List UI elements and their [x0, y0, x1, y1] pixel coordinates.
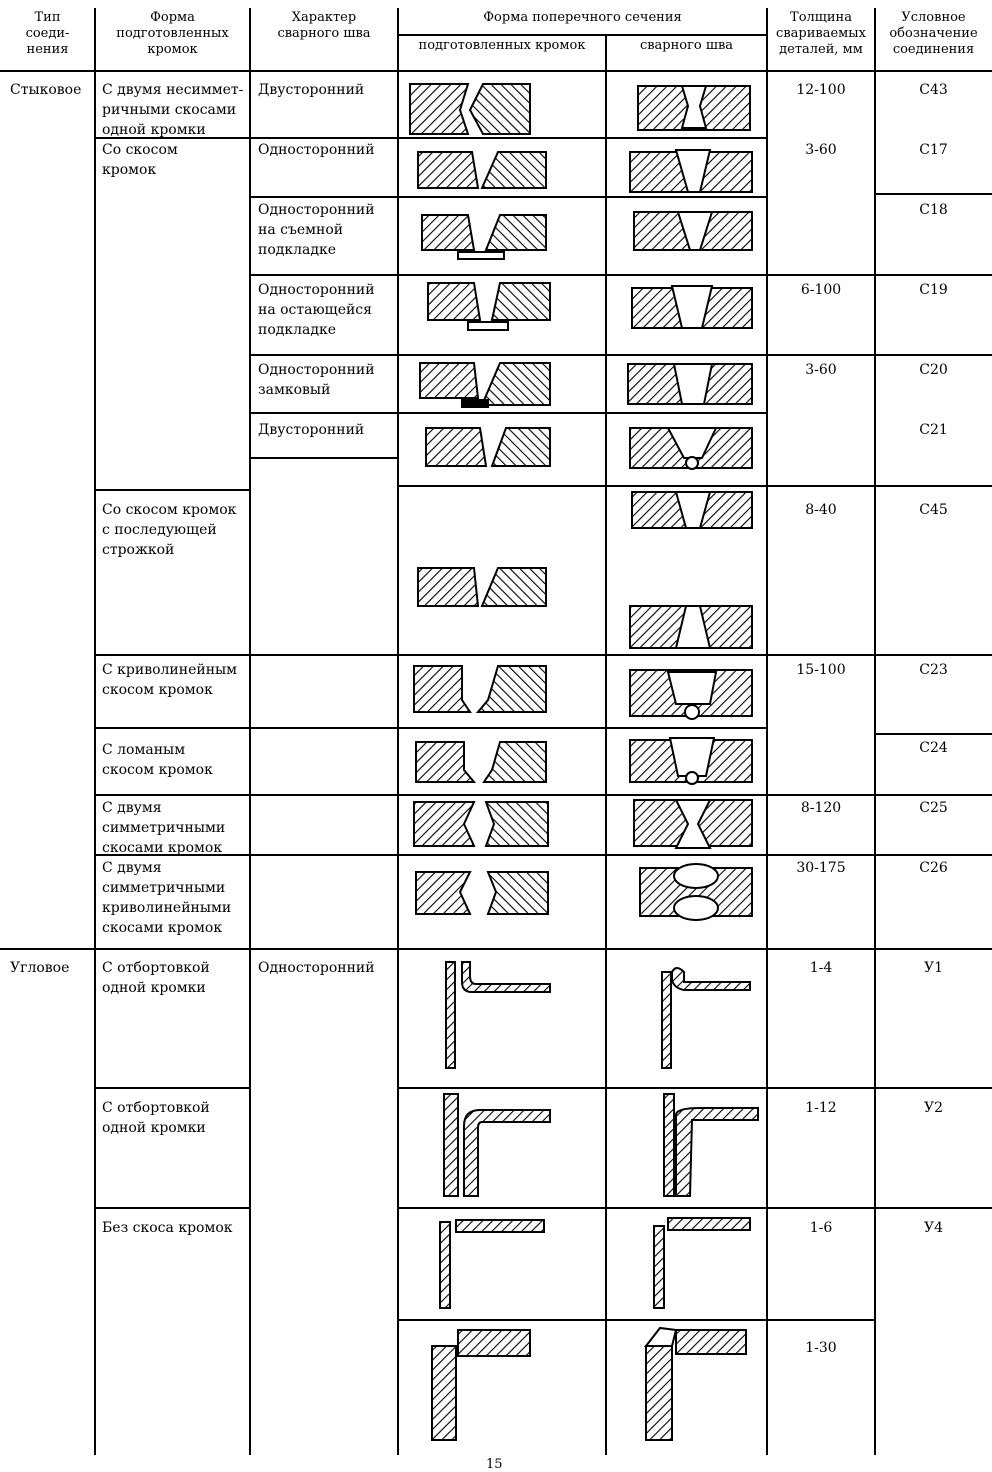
thickness-value: 1-12 [805, 1100, 837, 1116]
edge-form-item: Со скосом кромок с последующей строжкой [102, 502, 237, 558]
thickness-value: 3-60 [805, 362, 837, 378]
symbol-value: С20 [919, 362, 948, 378]
weld-nature-item: Односторонний [258, 960, 375, 976]
symbol-value: С25 [919, 800, 948, 816]
weld-nature-item: Односторонний [258, 142, 375, 158]
thickness-value: 30-175 [796, 860, 846, 876]
weld-nature-item: Односторонний замковый [258, 362, 375, 398]
header-symbol: Условное обозначение соединения [889, 10, 978, 57]
symbol-value: С18 [919, 202, 948, 218]
page-number: 15 [486, 1457, 503, 1472]
edge-form-item: С двумя симметричными криволинейными скосами кромок [102, 860, 232, 936]
edge-form-item: Со скосом кромок [102, 142, 178, 178]
header-cross-section: Форма поперечного сечения [483, 10, 682, 25]
symbol-value: С17 [919, 142, 948, 158]
thickness-value: 8-120 [800, 800, 842, 816]
header-weld-nature: Характер сварного шва [277, 10, 371, 41]
symbol-value: С24 [919, 740, 948, 756]
type-butt: Стыковое [10, 82, 82, 98]
thickness-value: 1-4 [809, 960, 833, 976]
section-c43-prepared [410, 84, 530, 134]
edge-form-item: С двумя симметричными скосами кромок [102, 800, 226, 856]
header-cs-weld: сварного шва [639, 38, 734, 53]
header-type: Тип соеди- нения [25, 10, 70, 57]
thickness-value: 8-40 [805, 502, 837, 518]
symbol-value: С21 [919, 422, 948, 438]
edge-form-item: Без скоса кромок [102, 1220, 233, 1236]
header-edge-form: Форма подготовленных кромок [116, 10, 229, 57]
header-cs-prepared: подготовленных кромок [418, 38, 586, 53]
symbol-value: С23 [919, 662, 948, 678]
edge-form-item: С отбортовкой одной кромки [102, 1100, 210, 1136]
symbol-value: У1 [923, 960, 944, 976]
symbol-value: У2 [923, 1100, 944, 1116]
thickness-value: 15-100 [796, 662, 846, 678]
weld-nature-item: Двусторонний [258, 422, 365, 438]
symbol-value: У4 [923, 1220, 944, 1236]
symbol-value: С19 [919, 282, 948, 298]
symbol-value: С45 [919, 502, 948, 518]
thickness-value: 1-30 [805, 1340, 837, 1356]
section-c43-weld [638, 86, 750, 130]
weld-nature-item: Двусторонний [258, 82, 365, 98]
edge-form-item: С криволинейным скосом кромок [102, 662, 238, 698]
edge-form-item: С отбортовкой одной кромки [102, 960, 210, 996]
header-thickness: Толщина свариваемых деталей, мм [776, 10, 866, 57]
symbol-value: С43 [919, 82, 948, 98]
symbol-value: С26 [919, 860, 948, 876]
weld-nature-item: Односторонний на съемной подкладке [258, 202, 375, 258]
thickness-value: 12-100 [796, 82, 846, 98]
weld-nature-item: Односторонний на остающейся подкладке [258, 282, 375, 338]
thickness-value: 6-100 [800, 282, 842, 298]
edge-form-item: С ломаным скосом кромок [102, 742, 213, 778]
thickness-value: 3-60 [805, 142, 837, 158]
type-corner: Угловое [10, 960, 70, 976]
edge-form-item: С двумя несиммет- ричными скосами одной кромки [102, 82, 244, 138]
thickness-value: 1-6 [809, 1220, 833, 1236]
